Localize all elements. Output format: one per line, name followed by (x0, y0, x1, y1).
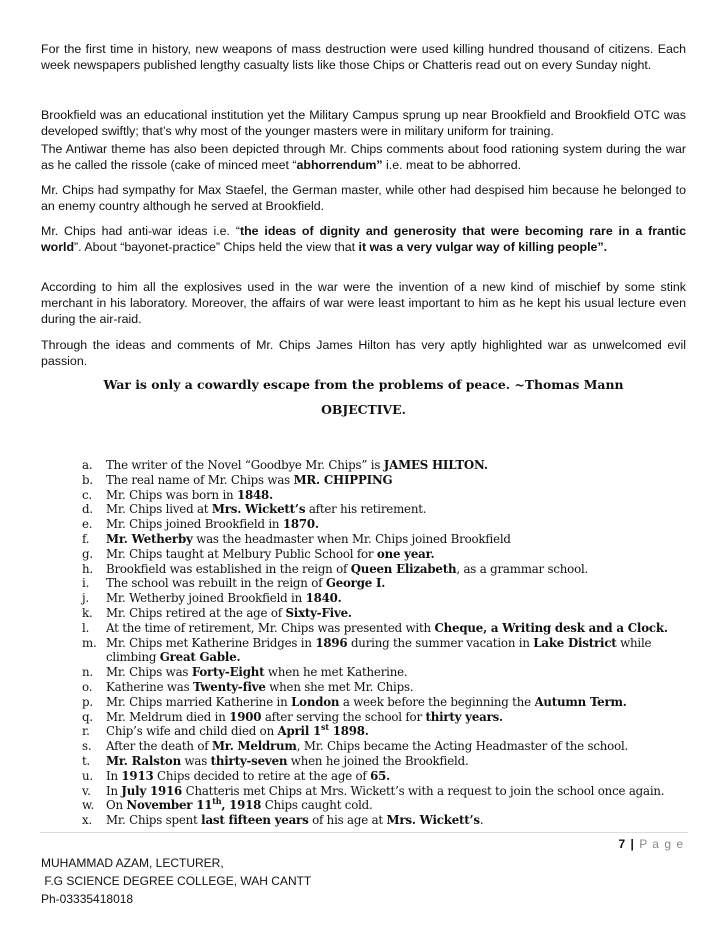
list-item (82, 724, 692, 739)
bold-text: 1898. (328, 724, 369, 739)
list-item-text (106, 547, 434, 561)
bold-text: 1913 (121, 768, 154, 783)
list-item (82, 517, 692, 532)
section-heading-objective: OBJECTIVE. (321, 402, 406, 417)
list-marker: k. (82, 605, 93, 620)
list-marker: n. (82, 665, 93, 680)
text-segment: was (180, 753, 211, 768)
list-marker: g. (82, 546, 93, 561)
list-item (82, 547, 692, 562)
bold-text: MR. CHIPPING (293, 472, 393, 487)
text-segment: In (106, 768, 122, 783)
bold-text: one year. (376, 546, 435, 561)
list-item-text (106, 665, 407, 679)
text-segment: In (106, 783, 122, 798)
footer-divider (40, 832, 688, 833)
bold-text: 65. (370, 768, 391, 783)
list-item (82, 473, 692, 488)
text-segment: The Antiwar theme has also been depicted through Mr. Chips comments about food rationing system during the war as he called the rissole (cake of minced meet “ (41, 142, 686, 172)
text-segment: At the time of retirement, Mr. Chips was presented with (106, 620, 435, 635)
text-segment: . (479, 813, 484, 828)
text-segment: After the death of (106, 739, 212, 754)
paragraph-military-campus (41, 107, 686, 139)
list-item (82, 562, 692, 577)
list-item-text (106, 798, 373, 812)
list-item-text (106, 710, 503, 724)
bold-text: thirty years. (425, 709, 503, 724)
text-segment: Brookfield was established in the reign of (106, 561, 351, 576)
list-item (82, 532, 692, 547)
page-number (618, 837, 684, 851)
bold-text: 1900 (229, 709, 262, 724)
text-segment: The school was rebuilt in the reign of (106, 576, 326, 591)
paragraph-anti-war-ideas (41, 223, 686, 255)
objective-list (82, 458, 692, 828)
list-item (82, 769, 692, 784)
list-item-text (106, 769, 390, 783)
list-marker: w. (82, 798, 95, 813)
text-segment: Chatteris met Chips at Mrs. Wickett’s with a request to join the school once again. (182, 783, 665, 798)
quote-thomas-mann: War is only a cowardly escape from the problems of peace. ~Thomas Mann (103, 377, 624, 392)
list-item-text (106, 739, 628, 753)
text-segment: Brookfield was an educational institution yet the Military Campus sprung up near Brookfield and Brookfield OTC was developed swiftly; that’s why most of the younger masters were in military uniform for training. (41, 108, 686, 138)
paragraph-conclusion (41, 337, 686, 369)
bold-text: April 1 (277, 724, 322, 739)
list-item-text (106, 517, 319, 531)
text-segment: Through the ideas and comments of Mr. Chips James Hilton has very aptly highlighted war as unwelcomed evil passion. (41, 338, 686, 368)
list-item-text (106, 591, 342, 605)
bold-text: July 1916 (121, 783, 183, 798)
text-segment: i.e. meat to be abhorred. (382, 158, 522, 172)
list-item (82, 798, 692, 813)
text-segment: while (616, 635, 652, 650)
list-marker: f. (82, 531, 90, 546)
list-item-text (106, 532, 511, 546)
text-segment: For the first time in history, new weapons of mass destruction were used killing hundred thousand of citizens. Each week newspapers published lengthy casualty lists like those Chips or Chatteris read out on every Sunday night. (41, 42, 686, 72)
page-separator: | (630, 837, 635, 851)
list-marker: i. (82, 576, 90, 591)
text-segment: Mr. Chips retired at the age of (106, 605, 286, 620)
list-item (82, 591, 692, 606)
bold-text: George I. (325, 576, 386, 591)
text-segment: after his retirement. (305, 502, 427, 517)
text-segment: Mr. Chips was (106, 665, 192, 680)
list-item-text (106, 621, 668, 635)
text-segment: Chip’s wife and child died on (106, 724, 278, 739)
list-marker: t. (82, 753, 91, 768)
list-item-text (106, 606, 352, 620)
bold-text: Lake District (533, 635, 617, 650)
list-marker: l. (82, 620, 90, 635)
list-item-continuation (106, 650, 692, 665)
list-item (82, 739, 692, 754)
text-segment: when she met Mr. Chips. (265, 679, 414, 694)
bold-text: Mr. Meldrum (211, 739, 297, 754)
text-segment: According to him all the explosives used in the war were the invention of a new kind of mischief by some stink merchant in his laboratory. Moreover, the affairs of war were least important to him as he kept his usual lecture even during the air-raid. (41, 280, 686, 326)
text-segment: Mr. Chips joined Brookfield in (106, 517, 283, 532)
list-marker: v. (82, 783, 91, 798)
list-marker: p. (82, 694, 93, 709)
page-number-value: 7 (618, 837, 627, 851)
list-item-text (106, 680, 413, 694)
bold-text: st (321, 722, 329, 733)
bold-text: Queen Elizabeth (350, 561, 457, 576)
bold-text: Mr. Ralston (106, 753, 181, 768)
text-segment: Chips decided to retire at the age of (153, 768, 371, 783)
text-segment: when he joined the Brookfield. (287, 753, 469, 768)
list-item (82, 502, 692, 517)
text-segment: during the summer vacation in (347, 635, 534, 650)
list-item (82, 488, 692, 503)
text-segment: Mr. Meldrum died in (106, 709, 230, 724)
list-marker: m. (82, 635, 97, 650)
bold-text: Mr. Wetherby (106, 531, 193, 546)
list-marker: o. (82, 679, 93, 694)
bold-text: th (212, 796, 222, 807)
bold-text: Mrs. Wickett’s (386, 813, 480, 828)
text-segment: of his age at (308, 813, 387, 828)
list-item (82, 680, 692, 695)
list-marker: d. (82, 502, 93, 517)
list-item (82, 458, 692, 473)
paragraph-max-staefel (41, 182, 686, 214)
list-item (82, 606, 692, 621)
list-item-text (106, 813, 483, 827)
text-segment: Mr. Chips had sympathy for Max Staefel, the German master, while other had despised him because he belonged to an enemy country although he served at Brookfield. (41, 183, 686, 213)
bold-text: 1896 (315, 635, 348, 650)
footer-college: F.G SCIENCE DEGREE COLLEGE, WAH CANTT (41, 874, 312, 888)
text-segment: The writer of the Novel “Goodbye Mr. Chips” is (106, 458, 384, 472)
text-segment: when he met Katherine. (264, 665, 408, 680)
list-marker: x. (82, 813, 93, 828)
list-item-text (106, 636, 651, 650)
bold-text: Great Gable. (159, 650, 241, 665)
list-marker: c. (82, 487, 92, 502)
page-label: P a g e (639, 837, 684, 851)
text-segment: On (106, 798, 127, 813)
text-segment: Katherine was (106, 679, 194, 694)
text-segment: after serving the school for (261, 709, 426, 724)
bold-text: it was a very vulgar way of killing people”. (358, 240, 608, 254)
list-item-text (106, 724, 369, 738)
paragraph-mass-destruction (41, 41, 686, 73)
bold-text: Forty-Eight (191, 665, 265, 680)
text-segment: Mr. Chips lived at (106, 502, 212, 517)
text-segment: Mr. Chips married Katherine in (106, 694, 292, 709)
text-segment: Mr. Chips was born in (106, 487, 237, 502)
bold-text: November 11 (126, 798, 213, 813)
list-marker: b. (82, 472, 93, 487)
list-item (82, 784, 692, 799)
text-segment: The real name of Mr. Chips was (106, 472, 294, 487)
list-marker: a. (82, 458, 93, 472)
bold-text: Sixty-Five. (285, 605, 352, 620)
list-item-text (106, 695, 627, 709)
bold-text: thirty-seven (210, 753, 288, 768)
list-marker: h. (82, 561, 93, 576)
list-item (82, 754, 692, 769)
list-marker: q. (82, 709, 93, 724)
list-item-text (106, 473, 392, 487)
bold-text: JAMES HILTON. (383, 458, 488, 472)
list-item-text (106, 502, 426, 516)
list-item-text (106, 784, 664, 798)
bold-text: London (291, 694, 340, 709)
footer-author: MUHAMMAD AZAM, LECTURER, (41, 856, 224, 870)
list-item (82, 621, 692, 636)
text-segment: climbing (106, 650, 160, 665)
list-item (82, 695, 692, 710)
list-marker: e. (82, 517, 93, 532)
text-segment: Mr. Chips taught at Melbury Public School for (106, 546, 377, 561)
list-item-text (106, 562, 588, 576)
text-segment: Mr. Chips met Katherine Bridges in (106, 635, 316, 650)
text-segment: Mr. Wetherby joined Brookfield in (106, 591, 306, 606)
paragraph-explosives (41, 279, 686, 327)
paragraph-antiwar-theme (41, 141, 686, 173)
text-segment: Chips caught cold. (261, 798, 373, 813)
text-segment: was the headmaster when Mr. Chips joined Brookfield (192, 531, 511, 546)
list-item-text (106, 488, 273, 502)
bold-text: the ideas of dignity and generosity that were becoming rare in a frantic world (41, 224, 687, 254)
list-marker: u. (82, 768, 93, 783)
text-segment: , as a grammar school. (456, 561, 589, 576)
list-item-text (106, 576, 385, 590)
list-item (82, 710, 692, 725)
bold-text: Mrs. Wickett’s (211, 502, 306, 517)
list-item-text (106, 458, 488, 472)
bold-text: 1840. (305, 591, 342, 606)
list-item (82, 665, 692, 680)
bold-text: Cheque, a Writing desk and a Clock. (434, 620, 668, 635)
bold-text: , 1918 (221, 798, 262, 813)
list-marker: s. (82, 739, 92, 754)
footer-phone: Ph-03335418018 (41, 892, 134, 906)
text-segment: ”. About “bayonet-practice” Chips held the view that (74, 240, 359, 254)
bold-text: Twenty-five (193, 679, 266, 694)
list-item-text (106, 754, 469, 768)
bold-text: Autumn Term. (534, 694, 627, 709)
list-item (82, 576, 692, 591)
bold-text: last fifteen years (201, 813, 309, 828)
bold-text: 1848. (236, 487, 273, 502)
list-marker: r. (82, 724, 90, 739)
list-item (82, 636, 692, 666)
list-item (82, 813, 692, 828)
bold-text: 1870. (282, 517, 319, 532)
text-segment: Mr. Chips spent (106, 813, 202, 828)
bold-text: abhorrendum” (296, 158, 383, 172)
list-marker: j. (82, 591, 90, 606)
text-segment: , Mr. Chips became the Acting Headmaster of the school. (296, 739, 629, 754)
text-segment: a week before the beginning the (339, 694, 535, 709)
text-segment: Mr. Chips had anti-war ideas i.e. “ (41, 224, 240, 238)
